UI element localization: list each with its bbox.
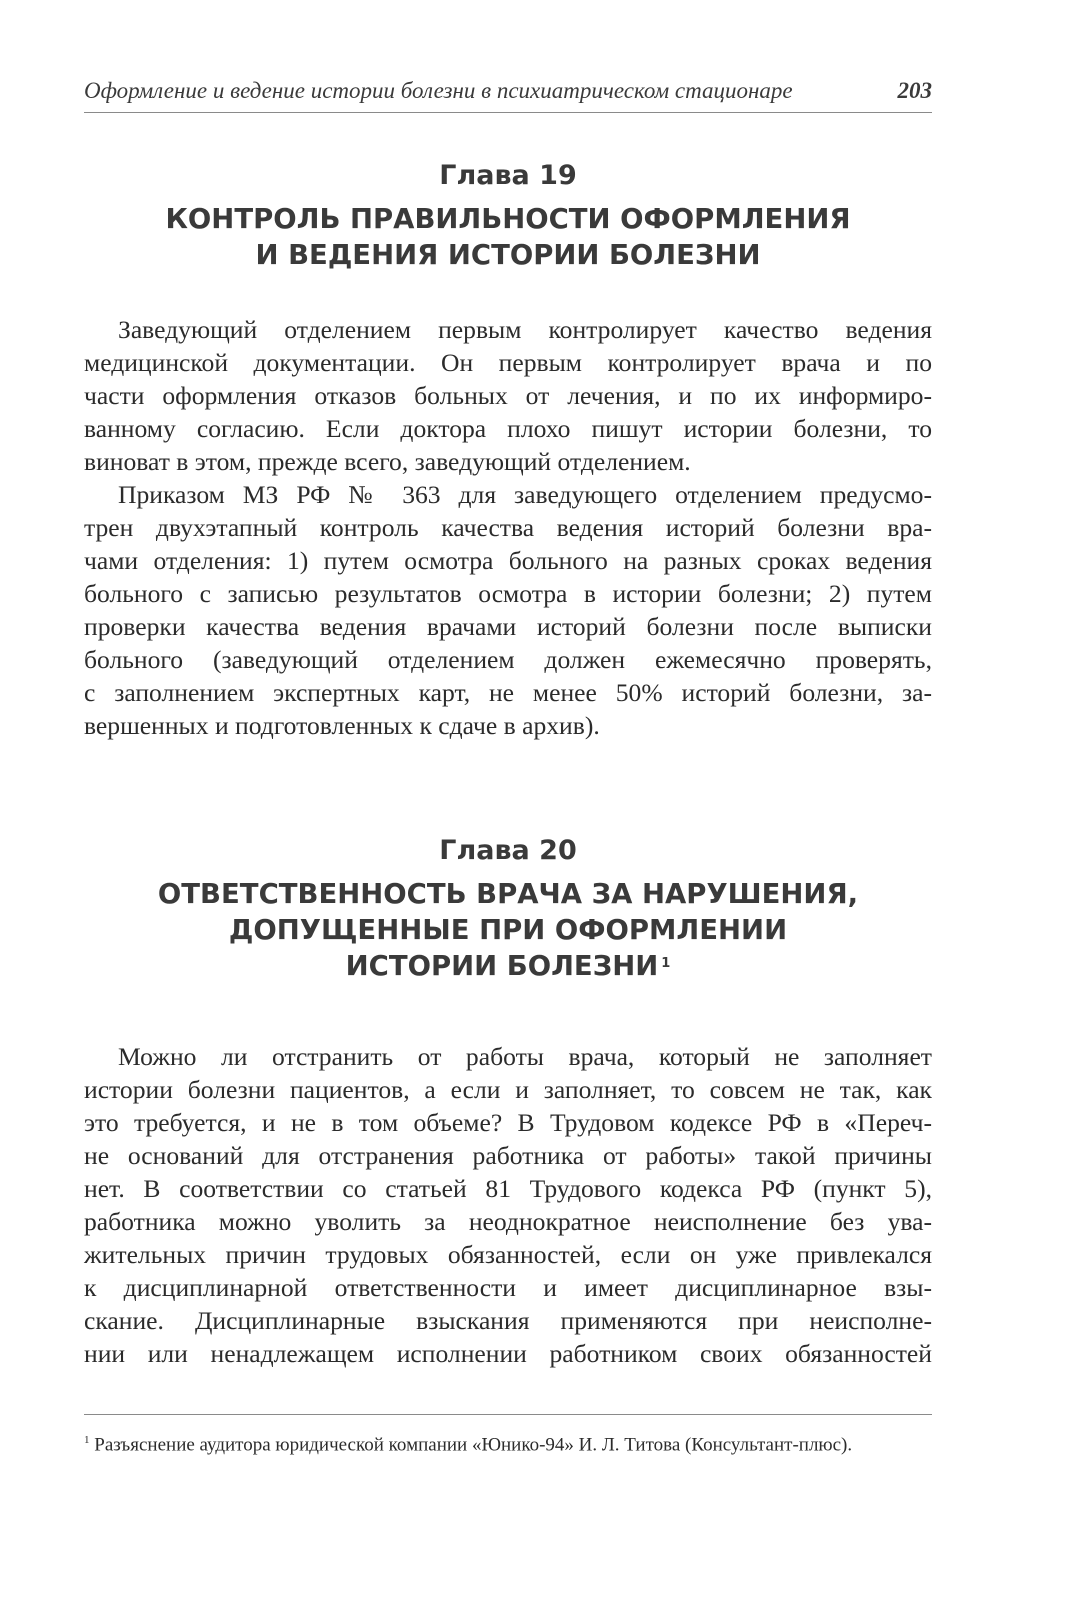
chapter-19-number: Глава 19	[439, 160, 577, 191]
chapter-20-number: Глава 20	[439, 835, 577, 866]
text-line: Заведующий отделением первым контролирует качество ведения	[118, 315, 932, 344]
text-line: части оформления отказов больных от лечения, и по их информиро-	[84, 381, 932, 410]
text-line: с заполнением экспертных карт, не менее 50% историй болезни, за-	[84, 678, 932, 707]
running-head	[84, 78, 932, 113]
footnote	[84, 1434, 932, 1456]
text-line: Можно ли отстранить от работы врача, который не заполняет	[118, 1042, 932, 1071]
text-line: истории болезни пациентов, а если и заполняет, то совсем не так, как	[84, 1075, 932, 1104]
chapter-19-title	[84, 201, 932, 273]
paragraph	[84, 1040, 932, 1370]
paragraph	[84, 478, 932, 742]
text-line: больного (заведующий отделением должен ежемесячно проверять,	[84, 645, 932, 674]
chapter-19-body	[84, 313, 932, 742]
text-line: к дисциплинарной ответственности и имеет дисциплинарное взы-	[84, 1273, 932, 1302]
chapter-20-title-line: ИСТОРИИ БОЛЕЗНИ	[345, 950, 659, 982]
chapter-20-title-line: ДОПУЩЕННЫЕ ПРИ ОФОРМЛЕНИИ	[228, 914, 788, 946]
footnote-divider	[84, 1414, 932, 1415]
text-line: больного с записью результатов осмотра в истории болезни; 2) путем	[84, 579, 932, 608]
text-line: это требуется, и не в том объеме? В Трудовом кодексе РФ в «Переч-	[84, 1108, 932, 1137]
text-line: нет. В соответствии со статьей 81 Трудового кодекса РФ (пункт 5),	[84, 1174, 932, 1203]
chapter-20-body	[84, 1040, 932, 1370]
page-number: 203	[897, 78, 932, 103]
chapter-19-heading	[84, 160, 932, 273]
chapter-20-title-line-last	[84, 948, 932, 984]
text-line: скание. Дисциплинарные взыскания применяются при неисполне-	[84, 1306, 932, 1335]
text-line: жительных причин трудовых обязанностей, если он уже привлекался	[84, 1240, 932, 1269]
text-line: виноват в этом, прежде всего, заведующий отделением.	[84, 447, 691, 476]
text-line: вершенных и подготовленных к сдаче в архив).	[84, 711, 600, 740]
footnote-reference: 1	[661, 956, 671, 971]
text-line: проверки качества ведения врачами историй болезни после выписки	[84, 612, 932, 641]
chapter-20-heading	[84, 835, 932, 984]
text-line: не оснований для отстранения работника от работы» такой причины	[84, 1141, 932, 1170]
chapter-20-title-line: ОТВЕТСТВЕННОСТЬ ВРАЧА ЗА НАРУШЕНИЯ,	[157, 878, 859, 910]
text-line: работника можно уволить за неоднократное неисполнение без ува-	[84, 1207, 932, 1236]
paragraph	[84, 313, 932, 478]
text-line: ванному согласию. Если доктора плохо пишут истории болезни, то	[84, 414, 932, 443]
chapter-19-title-line: КОНТРОЛЬ ПРАВИЛЬНОСТИ ОФОРМЛЕНИЯ	[165, 203, 851, 235]
text-line: чами отделения: 1) путем осмотра больного на разных сроках ведения	[84, 546, 932, 575]
chapter-20-title	[84, 876, 932, 984]
footnote-text: Разъяснение аудитора юридической компании «Юнико-94» И. Л. Титова (Консультант-плюс).	[94, 1434, 853, 1456]
text-line: нии или ненадлежащем исполнении работником своих обязанностей	[84, 1339, 932, 1368]
text-line: Приказом МЗ РФ № 363 для заведующего отделением предусмо-	[118, 480, 932, 509]
running-head-title: Оформление и ведение истории болезни в психиатрическом стационаре	[84, 78, 793, 103]
text-line: медицинской документации. Он первым контролирует врача и по	[84, 348, 932, 377]
chapter-19-title-line: И ВЕДЕНИЯ ИСТОРИИ БОЛЕЗНИ	[255, 239, 761, 271]
footnote-marker: 1	[84, 1434, 90, 1446]
text-line: трен двухэтапный контроль качества ведения историй болезни вра-	[84, 513, 932, 542]
